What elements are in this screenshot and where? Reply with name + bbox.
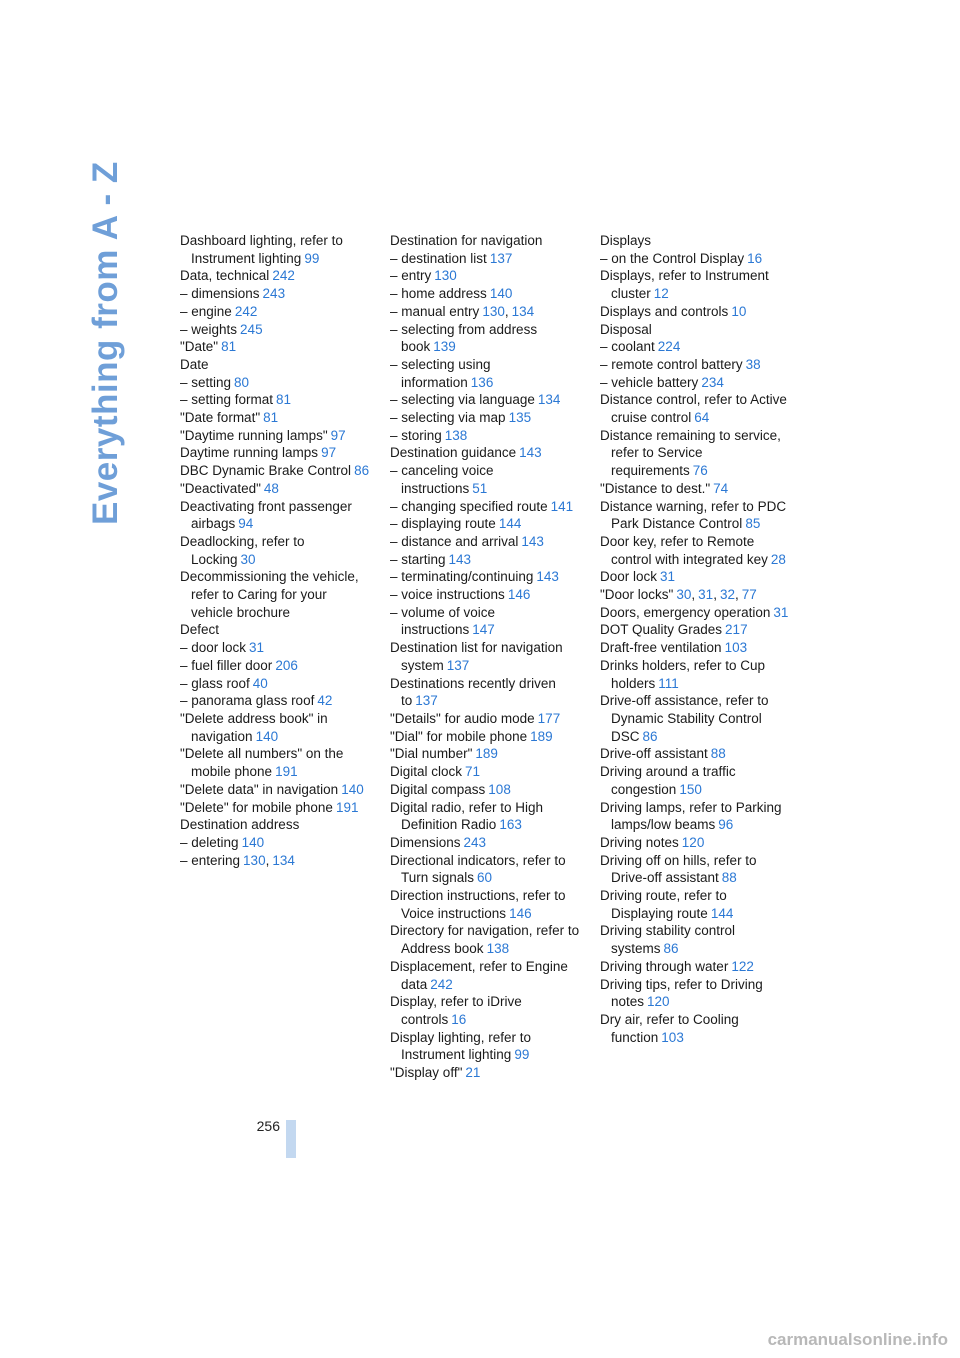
page-reference-link[interactable]: 242 [272,268,295,284]
page-reference-link[interactable]: 64 [694,410,710,426]
index-term: – storing [390,427,442,443]
index-term: – manual entry [390,303,480,319]
index-term: Directory for navigation, refer to Address book [390,923,580,957]
index-entry [600,763,790,798]
index-entry [180,444,370,462]
page-reference-link[interactable]: 86 [663,941,679,957]
index-term: – selecting via language [390,392,535,408]
index-term: Displays [600,233,652,248]
index-entry [390,391,580,409]
index-column-2 [390,232,580,1082]
index-term: Drive-off assistance, refer to Dynamic Stability Control DSC [600,693,769,744]
page-reference-link[interactable]: 86 [354,463,370,479]
index-term: "Delete data" in navigation [180,781,339,797]
index-term: – fuel filler door [180,657,273,673]
index-entry [390,356,580,391]
page-reference-link[interactable]: 150 [679,781,702,797]
page-reference-link[interactable]: 143 [519,445,542,461]
page-reference-link[interactable]: 243 [262,286,286,302]
page-reference-link[interactable]: 245 [240,321,263,337]
index-term: – engine [180,303,232,319]
index-term: Dimensions [390,834,461,850]
index-entry [180,745,370,780]
index-term: – starting [390,551,446,567]
index-term: Door key, refer to Remote control with integrated key [600,533,768,567]
page-reference-link[interactable]: 88 [710,746,726,762]
index-entry [390,604,580,639]
page-reference-link[interactable]: 99 [304,250,320,266]
index-term: Defect [180,622,220,638]
page-ref-separator: , [691,587,696,603]
index-term: Destination list for navigation system [390,640,563,673]
index-term: Deadlocking, refer to Locking [180,533,305,567]
index-column-3 [600,232,790,1046]
page-reference-link[interactable]: 144 [498,516,522,532]
page-reference-link[interactable]: 31 [660,569,676,585]
page-reference-link[interactable]: 134 [511,303,535,319]
index-entry [600,391,790,426]
index-entry [180,675,370,693]
index-term: Display, refer to iDrive controls [390,994,522,1027]
page-reference-link[interactable]: 31 [698,587,714,603]
page-ref-separator: , [265,852,270,868]
index-term: Display lighting, refer to Instrument lighting [390,1029,532,1063]
index-term: Date [180,356,209,372]
page-reference-link[interactable]: 163 [499,817,522,833]
page-reference-link[interactable]: 191 [335,799,359,815]
index-entry [390,675,580,710]
page-ref-separator: , [713,587,717,603]
page-reference-link[interactable]: 77 [741,587,757,603]
page-reference-link[interactable]: 21 [465,1065,481,1081]
index-term: – panorama glass roof [180,693,315,709]
index-column-1 [180,232,370,869]
index-entry [600,303,790,321]
index-entry [180,799,370,817]
index-entry [600,427,790,480]
index-term: – door lock [180,640,247,656]
index-term: "Delete" for mobile phone [180,799,333,815]
index-entry [390,745,580,763]
index-entry [390,781,580,799]
page-reference-link[interactable]: 16 [747,250,763,266]
page-reference-link[interactable]: 137 [489,250,513,266]
index-entry [600,745,790,763]
page-reference-link[interactable]: 31 [773,604,789,620]
page-reference-link[interactable]: 243 [463,834,487,850]
index-term: Dashboard lighting, refer to Instrument lighting [180,233,343,266]
index-entry [390,1064,580,1082]
page-reference-link[interactable]: 99 [514,1047,530,1063]
index-entry [390,232,580,250]
index-term: Distance control, refer to Active cruise control [600,392,787,426]
index-entry [180,303,370,321]
index-term: – terminating/continuing [390,569,534,585]
index-entry [600,374,790,392]
index-entry [600,639,790,657]
page-reference-link[interactable]: 40 [252,675,268,691]
index-term: "Dial number" [390,746,473,762]
page-reference-link[interactable]: 28 [770,551,786,567]
page-reference-link[interactable]: 206 [275,657,298,673]
index-entry [390,462,580,497]
index-entry [180,391,370,409]
page-reference-link[interactable]: 86 [642,728,658,744]
page-reference-link[interactable]: 85 [745,516,761,532]
index-term: Deactivating front passenger airbags [180,498,352,532]
index-entry [390,444,580,462]
page-reference-link[interactable]: 111 [658,675,679,691]
page-reference-link[interactable]: 97 [321,445,337,461]
page-reference-link[interactable]: 42 [317,693,333,709]
page-reference-link[interactable]: 140 [255,728,279,744]
index-term: Direction instructions, refer to Voice instructions [390,888,566,921]
index-term: – dimensions [180,286,260,302]
page-reference-link[interactable]: 31 [249,640,265,656]
page-reference-link[interactable]: 88 [721,870,737,886]
page-reference-link[interactable]: 38 [745,356,761,372]
index-entry [180,321,370,339]
index-entry [600,604,790,622]
page-number: 256 [256,1118,280,1134]
page-reference-link[interactable]: 81 [276,392,292,408]
index-entry [180,568,370,621]
index-entry [180,356,370,374]
index-term: "Dial" for mobile phone [390,728,528,744]
index-term: – entering [180,852,241,868]
index-entry [600,533,790,568]
page-reference-link[interactable]: 94 [238,516,254,532]
page-marker-bar [286,1120,296,1158]
page-reference-link[interactable]: 96 [718,817,734,833]
index-term: – coolant [600,339,655,355]
index-entry [390,958,580,993]
index-entry [390,834,580,852]
page-reference-link[interactable]: 147 [472,622,495,638]
index-entry [600,922,790,957]
index-entry [390,763,580,781]
index-entry [180,639,370,657]
index-term: "Daytime running lamps" [180,427,328,443]
index-entry [600,356,790,374]
index-term: Distance warning, refer to PDC Park Distance Control [600,498,787,532]
index-term: "Display off" [390,1065,463,1081]
index-term: Driving tips, refer to Driving notes [600,976,763,1010]
index-entry [600,692,790,745]
index-entry [390,533,580,551]
index-entry [390,285,580,303]
index-entry [180,533,370,568]
page-reference-link[interactable]: 12 [653,286,669,302]
index-entry [180,834,370,852]
page-reference-link[interactable]: 130 [243,852,266,868]
page-reference-link[interactable]: 134 [272,852,295,868]
index-term: "Date format" [180,410,261,426]
page-reference-link[interactable]: 60 [477,870,493,886]
index-entry [390,586,580,604]
page-reference-link[interactable]: 144 [710,905,734,921]
index-term: DBC Dynamic Brake Control [180,463,352,479]
index-entry [600,976,790,1011]
index-term: – displaying route [390,516,496,532]
page-reference-link[interactable]: 30 [240,551,256,567]
index-term: Driving stability control systems [600,923,736,957]
page-reference-link[interactable]: 71 [465,764,481,780]
page-reference-link[interactable]: 130 [482,303,505,319]
page-reference-link[interactable]: 134 [537,392,561,408]
index-term: "Delete all numbers" on the mobile phone [180,746,344,780]
page-reference-link[interactable]: 74 [713,480,729,496]
index-term: "Delete address book" in navigation [180,710,328,744]
index-term: Displays and controls [600,303,729,319]
index-term: Drinks holders, refer to Cup holders [600,657,766,691]
index-term: Dry air, refer to Cooling function [600,1011,739,1045]
page-reference-link[interactable]: 143 [448,551,472,567]
index-term: Disposal [600,321,652,337]
watermark: carmanualsonline.info [767,1330,948,1349]
index-entry [390,639,580,674]
index-entry [180,285,370,303]
index-entry [600,852,790,887]
index-term: "Distance to dest." [600,480,711,496]
page-reference-link[interactable]: 81 [263,410,279,426]
page-reference-link[interactable]: 130 [434,268,457,284]
page-reference-link[interactable]: 103 [724,640,748,656]
index-term: Driving through water [600,958,729,974]
index-term: – deleting [180,834,239,850]
page-reference-link[interactable]: 191 [275,764,298,780]
index-entry [390,551,580,569]
index-entry [390,887,580,922]
index-entry [390,993,580,1028]
index-term: Displacement, refer to Engine data [390,958,568,992]
page-reference-link[interactable]: 140 [341,781,364,797]
index-entry [600,887,790,922]
index-term: – remote control battery [600,356,743,372]
index-entry [180,852,370,870]
index-entry [390,568,580,586]
index-entry [600,657,790,692]
index-term: Destination for navigation [390,233,543,248]
index-entry [180,232,370,267]
index-term: – glass roof [180,675,250,691]
index-term: Data, technical [180,268,270,284]
page-reference-link[interactable]: 242 [234,303,258,319]
index-entry [180,657,370,675]
index-entry [600,799,790,834]
index-term: Door lock [600,569,658,585]
index-term: Doors, emergency operation [600,604,771,620]
index-entry [600,232,790,250]
index-entry [180,338,370,356]
index-term: Directional indicators, refer to Turn signals [390,852,566,886]
index-entry [600,338,790,356]
index-entry [180,480,370,498]
page-reference-link[interactable]: 140 [241,834,265,850]
page-reference-link[interactable]: 143 [536,569,559,585]
index-entry [390,250,580,268]
index-term: "Details" for audio mode [390,710,535,726]
page-reference-link[interactable]: 16 [451,1011,467,1027]
index-entry [180,427,370,445]
index-term: Driving route, refer to Displaying route [600,888,727,921]
index-term: Driving notes [600,834,679,850]
page-reference-link[interactable]: 136 [470,374,494,390]
index-term: – distance and arrival [390,533,519,549]
page-reference-link[interactable]: 97 [330,427,346,443]
index-term: Driving off on hills, refer to Drive-off assistant [600,852,757,886]
index-entry [600,568,790,586]
page-reference-link[interactable]: 234 [701,374,724,390]
page-reference-link[interactable]: 122 [731,958,754,974]
index-term: Driving around a traffic congestion [600,764,736,797]
index-term: "Door locks" [600,587,674,603]
page-reference-link[interactable]: 224 [657,339,681,355]
index-entry [390,267,580,285]
page-reference-link[interactable]: 103 [661,1029,684,1045]
index-entry [390,409,580,427]
page-reference-link[interactable]: 139 [433,339,456,355]
index-entry [180,621,370,639]
index-entry [600,834,790,852]
page-reference-link[interactable]: 138 [444,427,468,443]
page-reference-link[interactable]: 177 [537,710,561,726]
index-term: Digital radio, refer to High Definition Radio [390,799,544,833]
index-entry [180,692,370,710]
section-title: Everything from A - Z [86,161,125,525]
index-entry [390,303,580,321]
index-entry [600,958,790,976]
index-term: – weights [180,321,238,337]
page-reference-link[interactable]: 141 [550,498,574,514]
index-entry [390,728,580,746]
page-reference-link[interactable]: 140 [489,286,513,302]
page-reference-link[interactable]: 242 [430,976,453,992]
index-term: Destination address [180,817,300,833]
index-term: Distance remaining to service, refer to Service requirements [600,427,781,479]
index-term: "Deactivated" [180,480,261,496]
index-term: Digital compass [390,781,486,797]
index-entry [600,321,790,339]
page-reference-link[interactable]: 10 [731,303,747,319]
page-reference-link[interactable]: 32 [719,587,735,603]
page-reference-link[interactable]: 108 [488,781,511,797]
page-reference-link[interactable]: 143 [521,533,544,549]
page-reference-link[interactable]: 30 [676,587,692,603]
index-entry [600,267,790,302]
page-reference-link[interactable]: 137 [446,657,470,673]
index-entry [180,409,370,427]
index-term: Destinations recently driven to [390,675,556,709]
page-reference-link[interactable]: 137 [415,693,438,709]
page-reference-link[interactable]: 81 [221,339,237,355]
index-term: – entry [390,268,432,284]
page-reference-link[interactable]: 146 [507,587,531,603]
index-entry [180,462,370,480]
index-entry [390,710,580,728]
index-term: Daytime running lamps [180,445,319,461]
index-entry [180,781,370,799]
page-ref-separator: , [734,587,739,603]
page-reference-link[interactable]: 48 [263,480,279,496]
index-term: Drive-off assistant [600,746,708,762]
page-reference-link[interactable]: 146 [509,905,532,921]
page-reference-link[interactable]: 120 [647,994,670,1010]
page-reference-link[interactable]: 80 [234,374,250,390]
index-term: – on the Control Display [600,250,745,266]
page-reference-link[interactable]: 120 [681,834,705,850]
index-term: – voice instructions [390,587,505,603]
page-reference-link[interactable]: 189 [475,746,498,762]
page-reference-link[interactable]: 189 [530,728,553,744]
index-term: – setting format [180,392,274,408]
index-entry [390,852,580,887]
index-term: – selecting from address book [390,321,538,355]
index-term: – canceling voice instructions [390,463,494,496]
index-term: – setting [180,374,232,390]
page-reference-link[interactable]: 135 [508,410,532,426]
index-term: Destination guidance [390,445,517,461]
index-entry [600,250,790,268]
page-ref-separator: , [504,303,509,319]
page-reference-link[interactable]: 51 [472,480,488,496]
index-entry [390,427,580,445]
index-term: Displays, refer to Instrument cluster [600,268,769,302]
index-term: – vehicle battery [600,374,699,390]
index-term: – selecting using information [390,356,491,390]
index-entry [180,816,370,834]
index-entry [600,480,790,498]
index-entry [390,799,580,834]
index-term: "Date" [180,339,219,355]
index-entry [180,498,370,533]
index-term: Digital clock [390,764,463,780]
page-reference-link[interactable]: 138 [486,941,510,957]
index-term: – selecting via map [390,410,506,426]
page-reference-link[interactable]: 217 [725,622,748,638]
index-entry [390,498,580,516]
index-entry [600,498,790,533]
index-term: Draft-free ventilation [600,640,722,656]
index-term: – volume of voice instructions [390,604,496,638]
index-term: Decommissioning the vehicle, refer to Caring for your vehicle brochure [180,569,359,620]
index-entry [180,710,370,745]
index-entry [390,515,580,533]
index-entry [600,621,790,639]
index-entry [390,1029,580,1064]
index-term: Driving lamps, refer to Parking lamps/low beams [600,799,782,833]
index-entry [600,1011,790,1046]
index-term: – changing specified route [390,498,548,514]
index-term: DOT Quality Grades [600,622,723,638]
index-entry [180,374,370,392]
index-entry [180,267,370,285]
index-entry [390,321,580,356]
index-term: – home address [390,286,487,302]
page-reference-link[interactable]: 76 [692,463,708,479]
index-term: – destination list [390,250,487,266]
index-entry [600,586,790,604]
index-entry [390,922,580,957]
